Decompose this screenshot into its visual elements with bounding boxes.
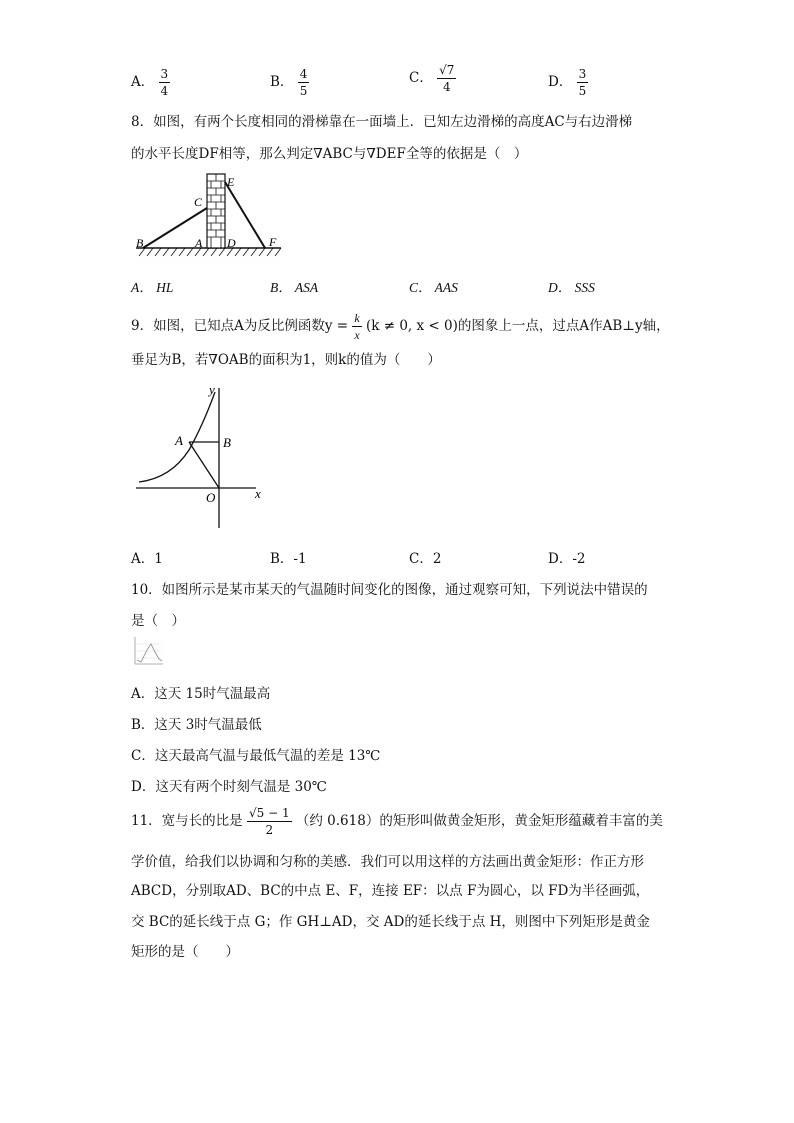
axis-label-y: y [209,382,215,397]
point-label-a: A [175,433,183,448]
point-label-b: B [136,236,144,250]
q9-option-a: A．1 [131,551,163,567]
option-label: A． [131,74,155,90]
q8-text-line1: 8．如图，有两个长度相同的滑梯靠在一面墙上．已知左边滑梯的高度AC与右边滑梯 [131,114,633,130]
q10-text-line2: 是（ ） [131,613,185,629]
q9-option-c: C．2 [409,551,442,567]
q8-option-c: C． AAS [409,280,458,295]
fraction [352,312,361,341]
numerator: 4 [299,67,308,81]
point-label-a: A [195,236,203,250]
fraction [298,68,310,97]
point-label-c: C [194,195,203,209]
q11-text-line3: ABCD，分别取AD、BC的中点 E、F，连接 EF：以点 F为圆心，以 FD为半径画弧， [131,883,650,899]
fraction [159,68,171,97]
numerator: √5 − 1 [248,806,290,820]
denominator: 4 [442,80,451,94]
denominator: 5 [299,84,308,98]
q11-text-line5: 矩形的是（ ） [131,944,239,960]
point-label-f: F [269,235,277,249]
q10-option-b: B．这天 3时气温最低 [131,717,262,733]
q10-option-c: C．这天最高气温与最低气温的差是 13℃ [131,748,381,764]
numerator: 3 [160,67,169,81]
q7-option-b [270,68,309,97]
axis-label-x: x [255,486,261,501]
numerator: k [354,311,360,325]
text-segment: (k ≠ 0, x < 0)的图象上一点，过点A作AB⊥y轴， [366,318,670,334]
q9-text-line1 [131,312,670,341]
text-segment: （约 0.618）的矩形叫做黄金矩形，黄金矩形蕴藏着丰富的美 [295,813,663,829]
q11-text-line4: 交 BC的延长线于点 G；作 GH⊥AD，交 AD的延长线于点 H，则图中下列矩形是黄金 [131,914,650,930]
q11-text-line2: 学价值，给我们以协调和匀称的美感．我们可以用这样的方法画出黄金矩形：作正方形 [131,854,644,870]
numerator: 3 [578,67,587,81]
q8-option-a: A． HL [131,280,174,295]
point-label-b: B [223,435,231,450]
fraction [577,68,589,97]
q10-option-a: A．这天 15时气温最高 [131,686,271,702]
q9-option-d: D．-2 [548,551,586,567]
option-label: B． [270,74,294,90]
q10-temperature-thumbnail [131,634,165,668]
q8-text-line2: 的水平长度DF相等，那么判定∇ABC与∇DEF全等的依据是（ ） [131,146,528,162]
q11-text-line1 [131,807,663,836]
fraction [247,807,292,836]
point-label-o: O [206,490,216,505]
q7-option-c [409,64,456,93]
q10-option-d: D．这天有两个时刻气温是 30℃ [131,779,327,795]
denominator: 2 [265,823,274,837]
denominator: x [354,328,360,342]
point-label-d: D [227,236,236,250]
q9-hyperbola-figure [131,380,281,530]
denominator: 5 [578,84,587,98]
denominator: 4 [160,84,169,98]
q8-option-b: B． ASA [270,280,319,295]
point-label-e: E [227,175,235,189]
option-label: D． [548,74,573,90]
option-label: C． [409,70,433,86]
text-segment: 11．宽与长的比是 [131,813,243,829]
q7-option-d [548,68,588,97]
q8-option-d: D． SSS [548,280,595,295]
q8-ladder-figure [131,168,291,263]
text-segment: 9．如图，已知点A为反比例函数y = [131,318,349,334]
q7-option-a [131,68,170,97]
numerator: √7 [439,63,455,77]
q9-text-line2: 垂足为B，若∇OAB的面积为1，则k的值为（ ） [131,352,441,368]
fraction [437,64,456,93]
q9-option-b: B．-1 [270,551,307,567]
q10-text-line1: 10．如图所示是某市某天的气温随时间变化的图像，通过观察可知，下列说法中错误的 [131,582,648,598]
